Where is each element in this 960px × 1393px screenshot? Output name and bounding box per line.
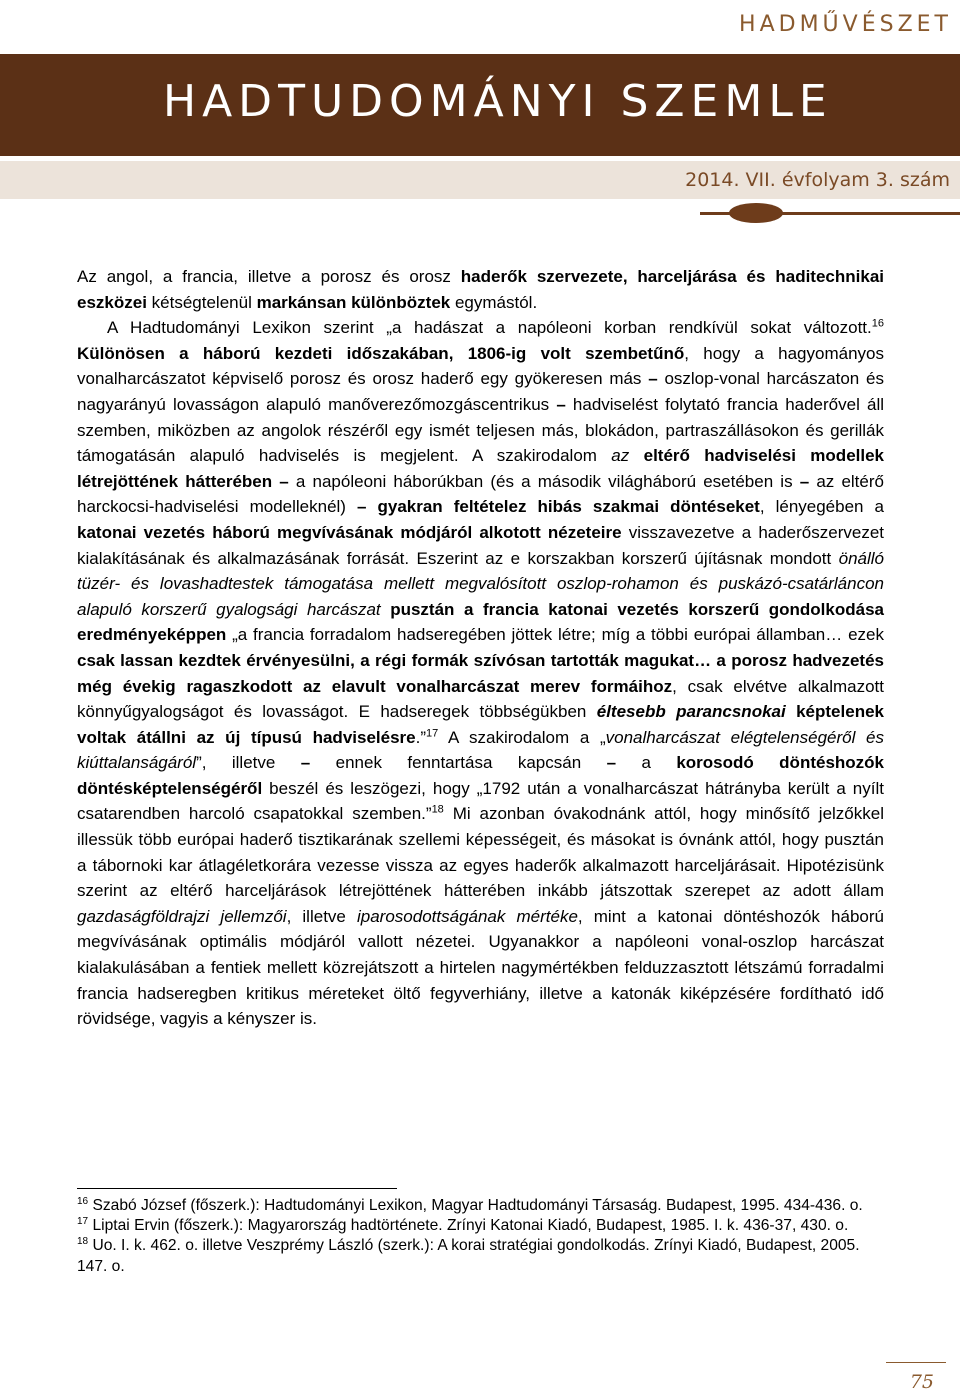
footnote-separator: [77, 1188, 397, 1189]
issue-bar: [0, 161, 960, 199]
footnote-17: $^{17}$ Liptai Ervin (főszerk.): Magyarország hadtörténete. Zrínyi Katonai Kiadó, Budapest, 1985. I. k. 436-37, 430. o.: [77, 1216, 849, 1235]
page-number-rule: [886, 1362, 946, 1363]
article-body: [77, 264, 884, 1032]
header-ornament-dot: [729, 203, 783, 223]
footnotes: [77, 1196, 884, 1277]
page-number: 75: [909, 1371, 934, 1393]
paragraph-1: Az angol, a francia, illetve a porosz és orosz haderők szervezete, harceljárása és haditechnikai eszközei kétségtelenül markánsan különböztek egymástól.: [77, 267, 884, 312]
footnote-ref-18[interactable]: 18: [431, 803, 444, 816]
journal-banner: [0, 54, 960, 156]
section-label: HADMŰVÉSZET: [739, 12, 952, 37]
footnote-ref-16[interactable]: 16: [871, 317, 884, 330]
footnote-ref-17[interactable]: 17: [426, 727, 439, 740]
paragraph-2: A Hadtudományi Lexikon szerint „a hadászat a napóleoni korban rendkívül sokat változott.$^{16}$ Különösen a háború kezdeti időszakában, 1806-ig volt szembetűnő, hogy a hagyományos vonalharcászatot képviselő porosz és orosz haderő egy gyökeresen más – oszlop-vonal harcászaton és nagyarányú lovasságon alapuló manőverezőmozgáscentrikus – hadviselést folytató francia haderővel áll szemben, miközben az angolok részéről egy ismét teljesen más, blokádon, partraszállásokon és gerillák támogatásán alapuló hadviselés is megjelent. A szakirodalom az eltérő hadviselési modellek létrejöttének hátterében – a napóleoni háborúkban (és a második világháború esetében is – az eltérő harckocsi-hadviselési modelleknél) – gyakran feltételez hibás szakmai döntéseket, lényegében a katonai vezetés háború megvívásának módjáról alkotott nézeteire visszavezetve a haderőszervezet kialakításának és alkalmazásának forrását. Eszerint az e korszakban korszerű újításnak mondott önálló tüzér- és lovashadtestek támogatása mellett megvalósított oszlop-rohamon és puskázó-csatárláncon alapuló korszerű gyalogsági harcászat pusztán a francia katonai vezetés korszerű gondolkodása eredményeképpen „a francia forradalom hadseregében jöttek létre; míg a többi európai államban… ezek csak lassan kezdtek érvényesülni, a régi formák szívósan tartották magukat… a porosz hadvezetés még évekig ragaszkodott az elavult vonalharcászat merev formáihoz, csak elvétve alkalmazott könnyűgyalogságot és lovasságot. E hadseregek többségükben éltesebb parancsnokai képtelenek voltak átállni az új típusú hadviselésre.”$^{17}$ A szakirodalom a „vonalharcászat elégtelenségéről és kiúttalanságáról”, illetve – ennek fenntartása kapcsán – a korosodó döntéshozók döntésképtelenségéről beszél és leszögezi, hogy „1792 után a vonalharcászat hátrányba került a nyílt csatarendben harcoló csapatokkal szemben.”$^{18}$ Mi azonban óvakodnánk attól, hogy minősítő jelzőkkel illessük több európai haderő tisztikarának szellemi képességeit, és másokat is óvnánk attól, hogy pusztán a tábornoki kar átlagéletkorára vezesse vissza az egyes haderők alkalmazott harceljárásait. Hipotézisünk szerint az eltérő harceljárások létrejöttének hátterében inkább játszottak szerepet az adott állam gazdaságföldrajzi jellemzői, illetve iparosodottságának mértéke, mint a katonai döntéshozók háború megvívásának optimális módjáról vallott nézetei. Ugyanakkor a napóleoni vonal-oszlop harcászat kialakulásában a fentiek mellett közrejátszott a hirtelen nagymértékben felduzzasztott létszámú forradalmi francia hadseregben kritikus méreteket öltő fegyverhiány, illetve a katonák kiképzésére fordítható idő rövidsége, vagyis a kényszer is.: [77, 317, 885, 1029]
footnote-18: $^{18}$ Uo. I. k. 462. o. illetve Veszprémy László (szerk.): A korai stratégiai gondolkodás. Zrínyi Kiadó, Budapest, 2005. 147. o.: [77, 1236, 860, 1275]
journal-title: HADTUDOMÁNYI SZEMLE: [163, 76, 833, 127]
issue-info: 2014. VII. évfolyam 3. szám: [685, 169, 950, 191]
footnote-16: $^{16}$ Szabó József (főszerk.): Hadtudományi Lexikon, Magyar Hadtudományi Társaság. Budapest, 1995. 434-436. o.: [77, 1195, 863, 1214]
